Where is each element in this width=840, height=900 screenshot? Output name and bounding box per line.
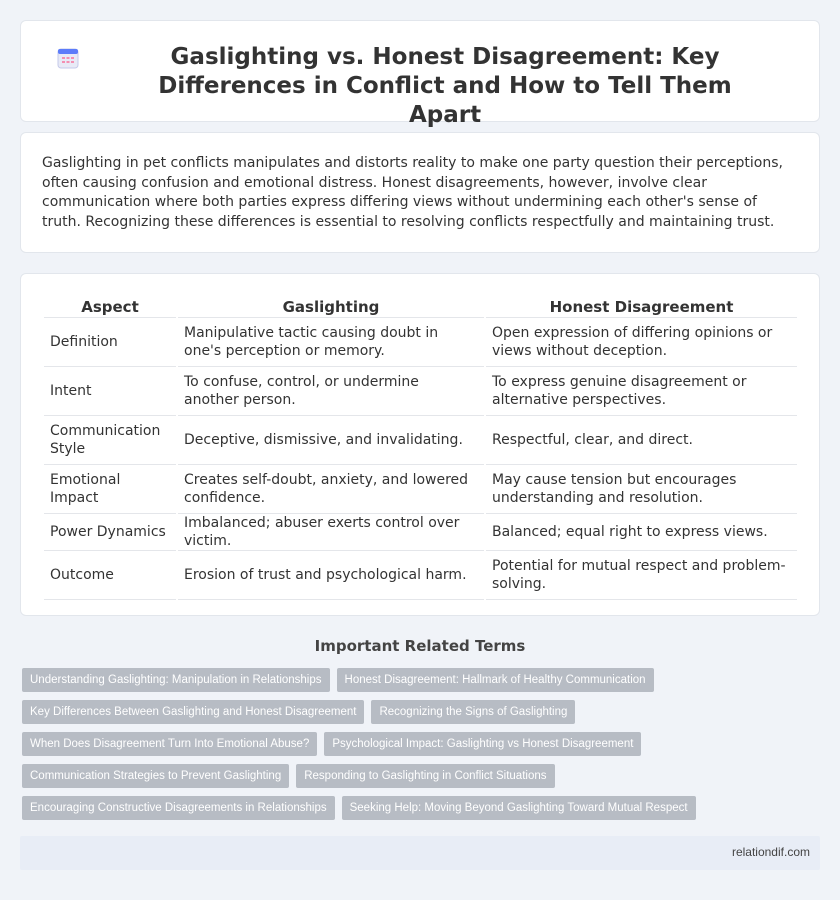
footer: [20, 836, 820, 870]
row-honest: Open expression of differing opinions or views without deception.: [486, 318, 797, 367]
related-term-link[interactable]: Responding to Gaslighting in Conflict Situations: [296, 764, 554, 788]
related-term-link[interactable]: Key Differences Between Gaslighting and Honest Disagreement: [22, 700, 364, 724]
related-term-link[interactable]: Encouraging Constructive Disagreements in Relationships: [22, 796, 335, 820]
comparison-table-card: [20, 273, 820, 616]
row-aspect: Emotional Impact: [44, 465, 176, 514]
header-aspect: Aspect: [44, 296, 176, 318]
row-honest: May cause tension but encourages understanding and resolution.: [486, 465, 797, 514]
table-header-row: [44, 296, 797, 318]
row-gaslighting: Deceptive, dismissive, and invalidating.: [178, 416, 484, 465]
related-terms-list: [22, 668, 822, 828]
related-term-link[interactable]: Communication Strategies to Prevent Gaslighting: [22, 764, 289, 788]
row-gaslighting: Creates self-doubt, anxiety, and lowered confidence.: [178, 465, 484, 514]
related-terms-title: Important Related Terms: [314, 637, 526, 655]
row-gaslighting: Imbalanced; abuser exerts control over victim.: [178, 514, 484, 551]
row-honest: Potential for mutual respect and problem-solving.: [486, 551, 797, 600]
row-aspect: Outcome: [44, 551, 176, 600]
table-row: [44, 465, 797, 514]
related-term-link[interactable]: Understanding Gaslighting: Manipulation in Relationships: [22, 668, 330, 692]
related-term-link[interactable]: When Does Disagreement Turn Into Emotional Abuse?: [22, 732, 317, 756]
row-aspect: Communication Style: [44, 416, 176, 465]
row-aspect: Intent: [44, 367, 176, 416]
related-term-link[interactable]: Recognizing the Signs of Gaslighting: [371, 700, 575, 724]
row-aspect: Power Dynamics: [44, 514, 176, 551]
page-title: Gaslighting vs. Honest Disagreement: Key Differences in Conflict and How to Tell Them Apart: [158, 44, 732, 128]
row-gaslighting: To confuse, control, or undermine another person.: [178, 367, 484, 416]
row-honest: To express genuine disagreement or alternative perspectives.: [486, 367, 797, 416]
title-card: [20, 20, 820, 128]
related-term-link[interactable]: Psychological Impact: Gaslighting vs Honest Disagreement: [324, 732, 641, 756]
intro-card: [20, 132, 820, 253]
row-honest: Balanced; equal right to express views.: [486, 514, 797, 551]
table-row: [44, 367, 797, 416]
related-term-link[interactable]: Seeking Help: Moving Beyond Gaslighting Toward Mutual Respect: [342, 796, 696, 820]
row-honest: Respectful, clear, and direct.: [486, 416, 797, 465]
related-term-link[interactable]: Honest Disagreement: Hallmark of Healthy Communication: [337, 668, 654, 692]
table-row: [44, 514, 797, 551]
intro-paragraph: Gaslighting in pet conflicts manipulates and distorts reality to make one party question their perceptions, often causing confusion and emotional distress. Honest disagreements, however, involve clear communication where both parties express differing views without undermining each other's sense of truth. Recognizing these differences is essential to resolving conflicts respectfully and maintaining trust.: [42, 155, 783, 230]
row-gaslighting: Erosion of trust and psychological harm.: [178, 551, 484, 600]
row-aspect: Definition: [44, 318, 176, 367]
header-honest-disagreement: Honest Disagreement: [486, 296, 797, 318]
table-row: [44, 416, 797, 465]
table-row: [44, 318, 797, 367]
header-gaslighting: Gaslighting: [178, 296, 484, 318]
footer-site-link[interactable]: relationdif.com: [731, 845, 810, 859]
table-row: [44, 551, 797, 600]
row-gaslighting: Manipulative tactic causing doubt in one's perception or memory.: [178, 318, 484, 367]
comparison-table: [42, 296, 799, 600]
